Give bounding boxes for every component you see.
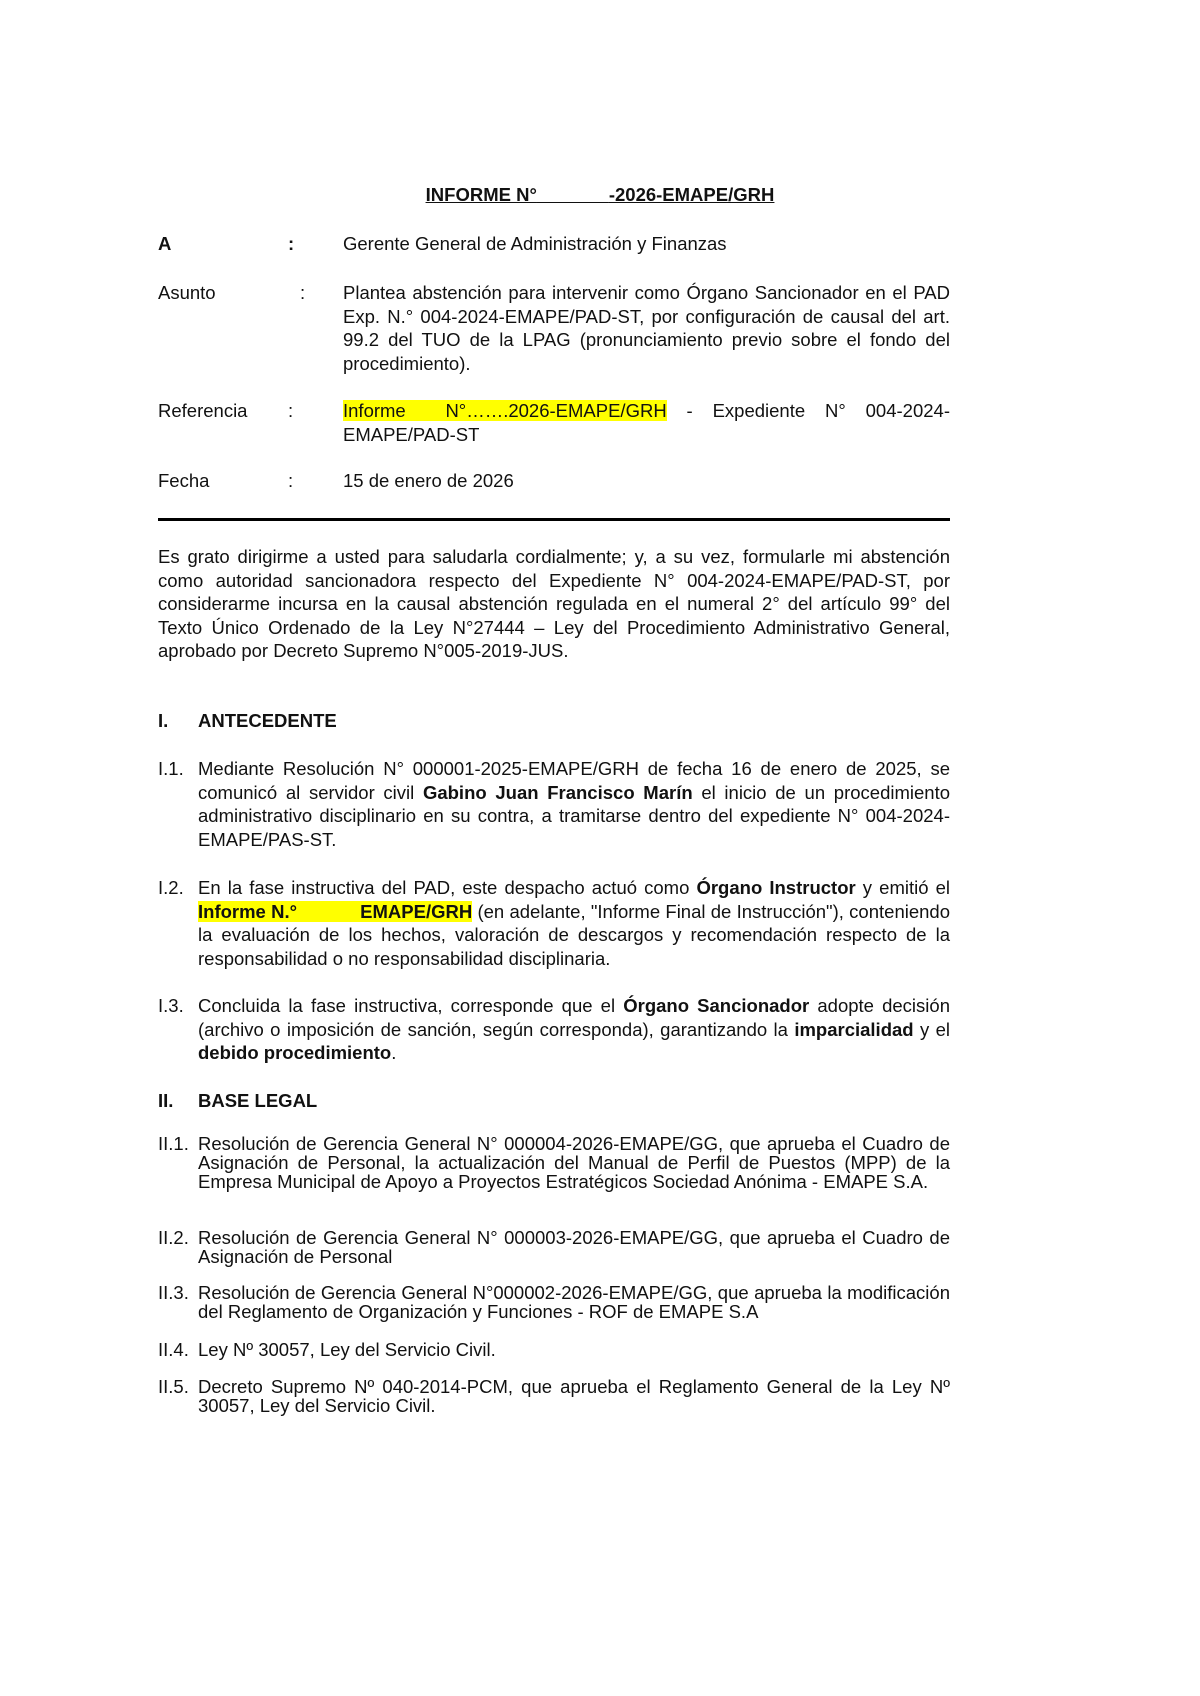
header-colon: : <box>288 470 294 491</box>
header-label: Fecha <box>158 470 210 491</box>
header-colon: : <box>300 282 306 303</box>
text-segment: (en adelante, "Informe Final de Instrucción"), conteniendo la evaluación de los hechos, valoración de descargos y recomendación respecto de la responsabilidad o no responsabilidad disciplinaria. <box>198 900 950 969</box>
section-number: II. <box>158 1090 174 1111</box>
bold-text: debido procedimiento <box>198 1042 392 1063</box>
list-item <box>158 1228 950 1266</box>
list-item <box>158 1134 950 1191</box>
text-segment: En la fase instructiva del PAD, este despacho actuó como <box>198 877 697 898</box>
text-segment: Resolución de Gerencia General N°000002-2026-EMAPE/GG, que aprueba la modificación del Reglamento de Organización y Funciones - ROF de EMAPE S.A <box>198 1282 950 1322</box>
item-number: II.2. <box>158 1227 189 1248</box>
text-segment: . <box>391 1042 397 1063</box>
text-segment: Plantea abstención para intervenir como Órgano Sancionador en el PAD Exp. N.° 004-2024-EMAPE/PAD-ST, por configuración de causal del art. 99.2 del TUO de la LPAG (pronunciamiento previo sobre el fondo del procedimiento). <box>343 282 950 374</box>
title-right: -2026-EMAPE/GRH <box>608 184 775 205</box>
header-label: Referencia <box>158 400 248 421</box>
title-left: INFORME N° <box>425 184 537 205</box>
text-segment: Ley Nº 30057, Ley del Servicio Civil. <box>198 1339 496 1360</box>
list-item <box>158 1340 950 1359</box>
bold-text: imparcialidad <box>794 1018 914 1040</box>
header-value <box>343 469 950 493</box>
item-number: II.1. <box>158 1133 189 1154</box>
item-number: I.1. <box>158 758 184 779</box>
item-number: II.4. <box>158 1339 189 1360</box>
item-text <box>198 757 950 851</box>
header-value <box>343 232 950 256</box>
text-segment: Resolución de Gerencia General N° 000003-2026-EMAPE/GG, que aprueba el Cuadro de Asignación de Personal <box>198 1227 950 1267</box>
section-heading <box>158 1089 317 1113</box>
section-title: ANTECEDENTE <box>198 710 337 731</box>
highlighted-text: Informe N.° EMAPE/GRH <box>198 900 473 922</box>
header-label: A <box>158 233 172 254</box>
text-segment: 15 de enero de 2026 <box>343 470 514 491</box>
item-text <box>198 994 950 1065</box>
separator-rule <box>158 518 950 521</box>
intro-paragraph <box>158 545 950 663</box>
item-text <box>198 1340 950 1359</box>
section-heading <box>158 709 337 733</box>
list-item <box>158 876 950 970</box>
header-value <box>343 399 950 446</box>
bold-text: Órgano Instructor <box>696 877 856 898</box>
text-segment: y emitió el <box>855 877 951 898</box>
item-text <box>198 1134 950 1191</box>
document-title <box>0 184 1200 206</box>
item-text <box>198 1283 950 1321</box>
text-segment: Mediante Resolución N° 000001-2025-EMAPE/GRH de fecha 16 de enero de 2025, se comunicó al servidor civil <box>198 758 950 803</box>
header-colon: : <box>288 233 295 254</box>
item-number: II.3. <box>158 1282 189 1303</box>
text-segment: Concluida la fase instructiva, corresponde que el <box>198 995 624 1016</box>
text-segment: el inicio de un procedimiento administrativo disciplinario en su contra, a tramitarse dentro del expediente N° 004-2024-EMAPE/PAS-ST. <box>198 781 950 850</box>
text-segment: adopte decisión (archivo o imposición de sanción, según corresponda), garantizando la <box>198 995 950 1040</box>
list-item <box>158 994 950 1065</box>
text-segment: - Expediente N° 004-2024-EMAPE/PAD-ST <box>343 400 950 445</box>
text-segment: y el <box>913 1018 950 1040</box>
list-item <box>158 1377 950 1415</box>
item-number: I.2. <box>158 877 184 898</box>
list-item <box>158 757 950 851</box>
highlighted-text: Informe N°…….2026-EMAPE/GRH <box>343 400 667 421</box>
item-text <box>198 876 950 970</box>
bold-text: Órgano Sancionador <box>623 995 810 1016</box>
text-segment: Resolución de Gerencia General N° 000004-2026-EMAPE/GG, que aprueba el Cuadro de Asignación de Personal, la actualización del Manual de Perfil de Puestos (MPP) de la Empresa Municipal de Apoyo a Proyectos Estratégicos Sociedad Anónima - EMAPE S.A. <box>198 1133 950 1192</box>
item-text <box>198 1228 950 1266</box>
item-number: II.5. <box>158 1376 189 1397</box>
section-number: I. <box>158 710 169 731</box>
bold-text: Gabino Juan Francisco Marín <box>422 781 693 803</box>
text-segment: Gerente General de Administración y Finanzas <box>343 233 727 254</box>
list-item <box>158 1283 950 1321</box>
text-segment: Decreto Supremo Nº 040-2014-PCM, que aprueba el Reglamento General de la Ley Nº 30057, Ley del Servicio Civil. <box>198 1376 950 1416</box>
header-label: Asunto <box>158 282 216 303</box>
header-colon: : <box>288 400 294 421</box>
text-segment: Es grato dirigirme a usted para saludarla cordialmente; y, a su vez, formularle mi abstención como autoridad sancionadora respecto del Expediente N° 004-2024-EMAPE/PAD-ST, por considerarme incursa en la causal abstención regulada en el numeral 2° del artículo 99° del Texto Único Ordenado de la Ley N°27444 – Ley del Procedimiento Administrativo General, aprobado por Decreto Supremo N°005-2019-JUS. <box>158 546 950 661</box>
section-title: BASE LEGAL <box>198 1090 318 1111</box>
item-text <box>198 1377 950 1415</box>
header-value <box>343 281 950 375</box>
item-number: I.3. <box>158 995 184 1016</box>
